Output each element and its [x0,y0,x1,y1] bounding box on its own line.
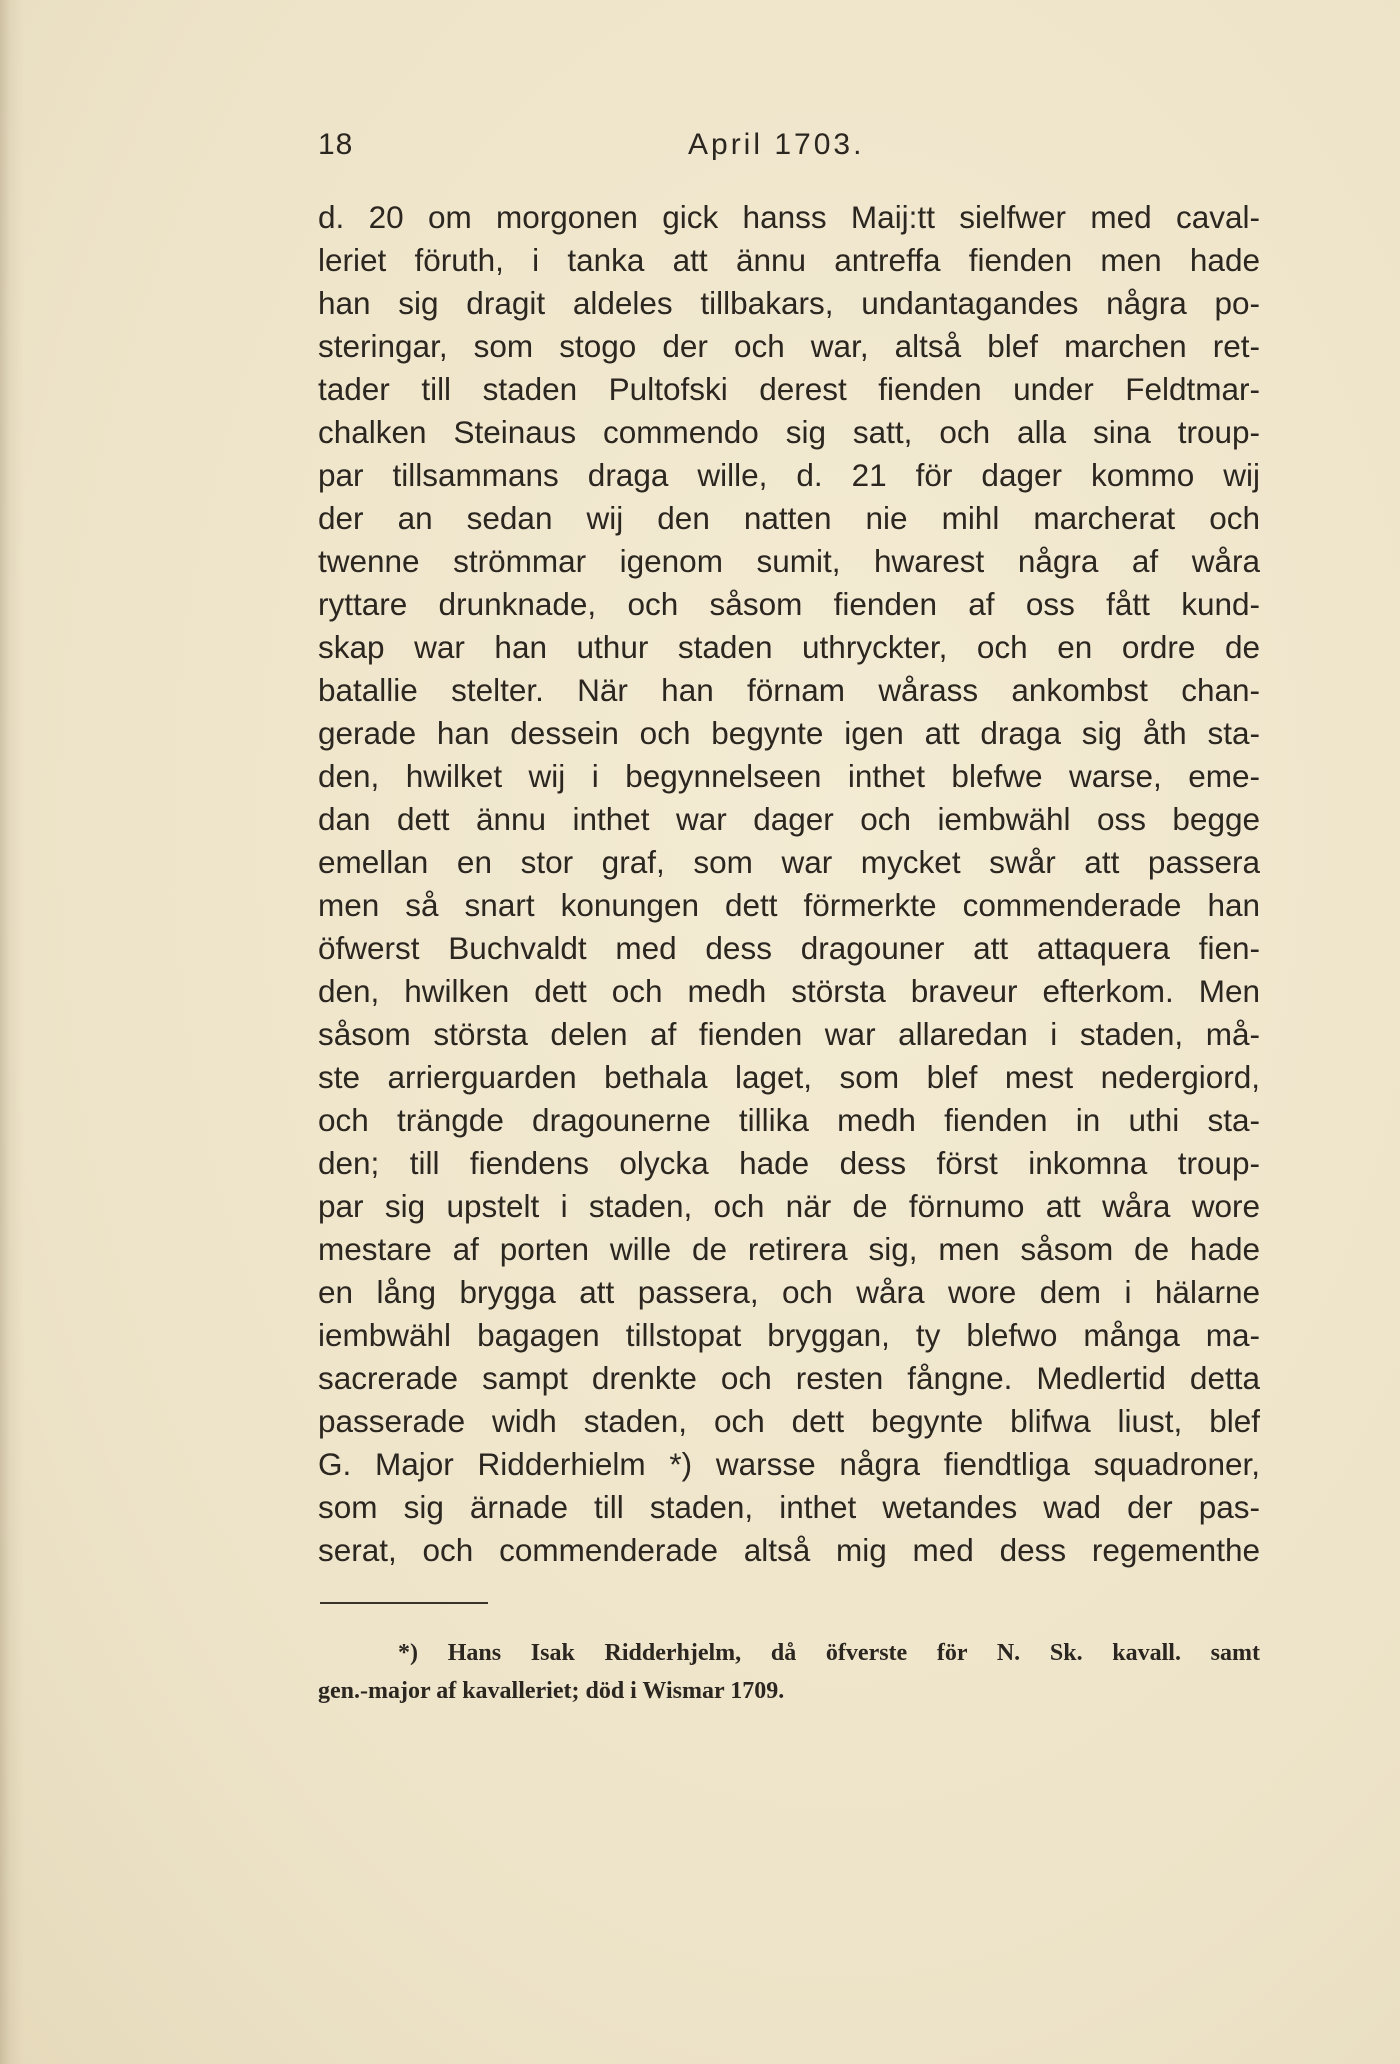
text-line: tader till staden Pultofski derest fienden under Feldtmar- [318,371,1260,407]
text-line: ste arrierguarden bethala laget, som blef mest nedergiord, [318,1059,1260,1095]
text-line: och trängde dragounerne tillika medh fienden in uthi sta- [318,1102,1260,1138]
text-line: skap war han uthur staden uthryckter, och en ordre de [318,629,1260,665]
text-line: mestare af porten wille de retirera sig, men såsom de hade [318,1231,1260,1267]
text-line: par sig upstelt i staden, och när de förnumo att wåra wore [318,1188,1260,1224]
text-line: han sig dragit aldeles tillbakars, undantagandes några po- [318,285,1260,321]
text-line: den; till fiendens olycka hade dess först inkomna troup- [318,1145,1260,1181]
footnote-line: gen.-major af kavalleriet; död i Wismar 1709. [318,1678,785,1704]
text-line: twenne strömmar igenom sumit, hwarest några af wåra [318,543,1260,579]
text-line: sacrerade sampt drenkte och resten fångne. Medlertid detta [318,1360,1260,1396]
text-line: der an sedan wij den natten nie mihl marcherat och [318,500,1260,536]
text-line: den, hwilket wij i begynnelseen inthet blefwe warse, eme- [318,758,1260,794]
text-line: ryttare drunknade, och såsom fienden af oss fått kund- [318,586,1260,622]
text-line: chalken Steinaus commendo sig satt, och alla sina troup- [318,414,1260,450]
body-text [318,196,1260,1572]
text-line: passerade widh staden, och dett begynte blifwa liust, blef [318,1403,1260,1439]
text-line: steringar, som stogo der och war, altså blef marchen ret- [318,328,1260,364]
text-line: den, hwilken dett och medh största braveur efterkom. Men [318,973,1260,1009]
text-line: såsom största delen af fienden war allaredan i staden, må- [318,1016,1260,1052]
text-line: par tillsammans draga wille, d. 21 för dager kommo wij [318,457,1260,493]
text-line: emellan en stor graf, som war mycket swår att passera [318,844,1260,880]
footnote [318,1634,1260,1710]
running-head: April 1703. [688,128,865,161]
page-number: 18 [318,128,354,161]
text-line: öfwerst Buchvaldt med dess dragouner att attaquera fien- [318,930,1260,966]
text-line: men så snart konungen dett förmerkte commenderade han [318,887,1260,923]
footnote-line: *) Hans Isak Ridderhjelm, då öfverste för N. Sk. kavall. samt [398,1640,1260,1666]
page-header [318,128,1260,172]
footnote-divider [320,1602,488,1604]
text-line: batallie stelter. När han förnam wårass ankombst chan- [318,672,1260,708]
text-line: d. 20 om morgonen gick hanss Maij:tt sielfwer med caval- [318,199,1260,235]
text-line: G. Major Ridderhielm *) warsse några fiendtliga squadroner, [318,1446,1260,1482]
text-line: gerade han dessein och begynte igen att draga sig åth sta- [318,715,1260,751]
text-line: iembwähl bagagen tillstopat bryggan, ty blefwo många ma- [318,1317,1260,1353]
text-line: en lång brygga att passera, och wåra wore dem i hälarne [318,1274,1260,1310]
text-line: leriet föruth, i tanka att ännu antreffa fienden men hade [318,242,1260,278]
text-line: som sig ärnade till staden, inthet wetandes wad der pas- [318,1489,1260,1525]
text-line: serat, och commenderade altså mig med dess regementhe [318,1532,1260,1568]
text-line: dan dett ännu inthet war dager och iembwähl oss begge [318,801,1260,837]
